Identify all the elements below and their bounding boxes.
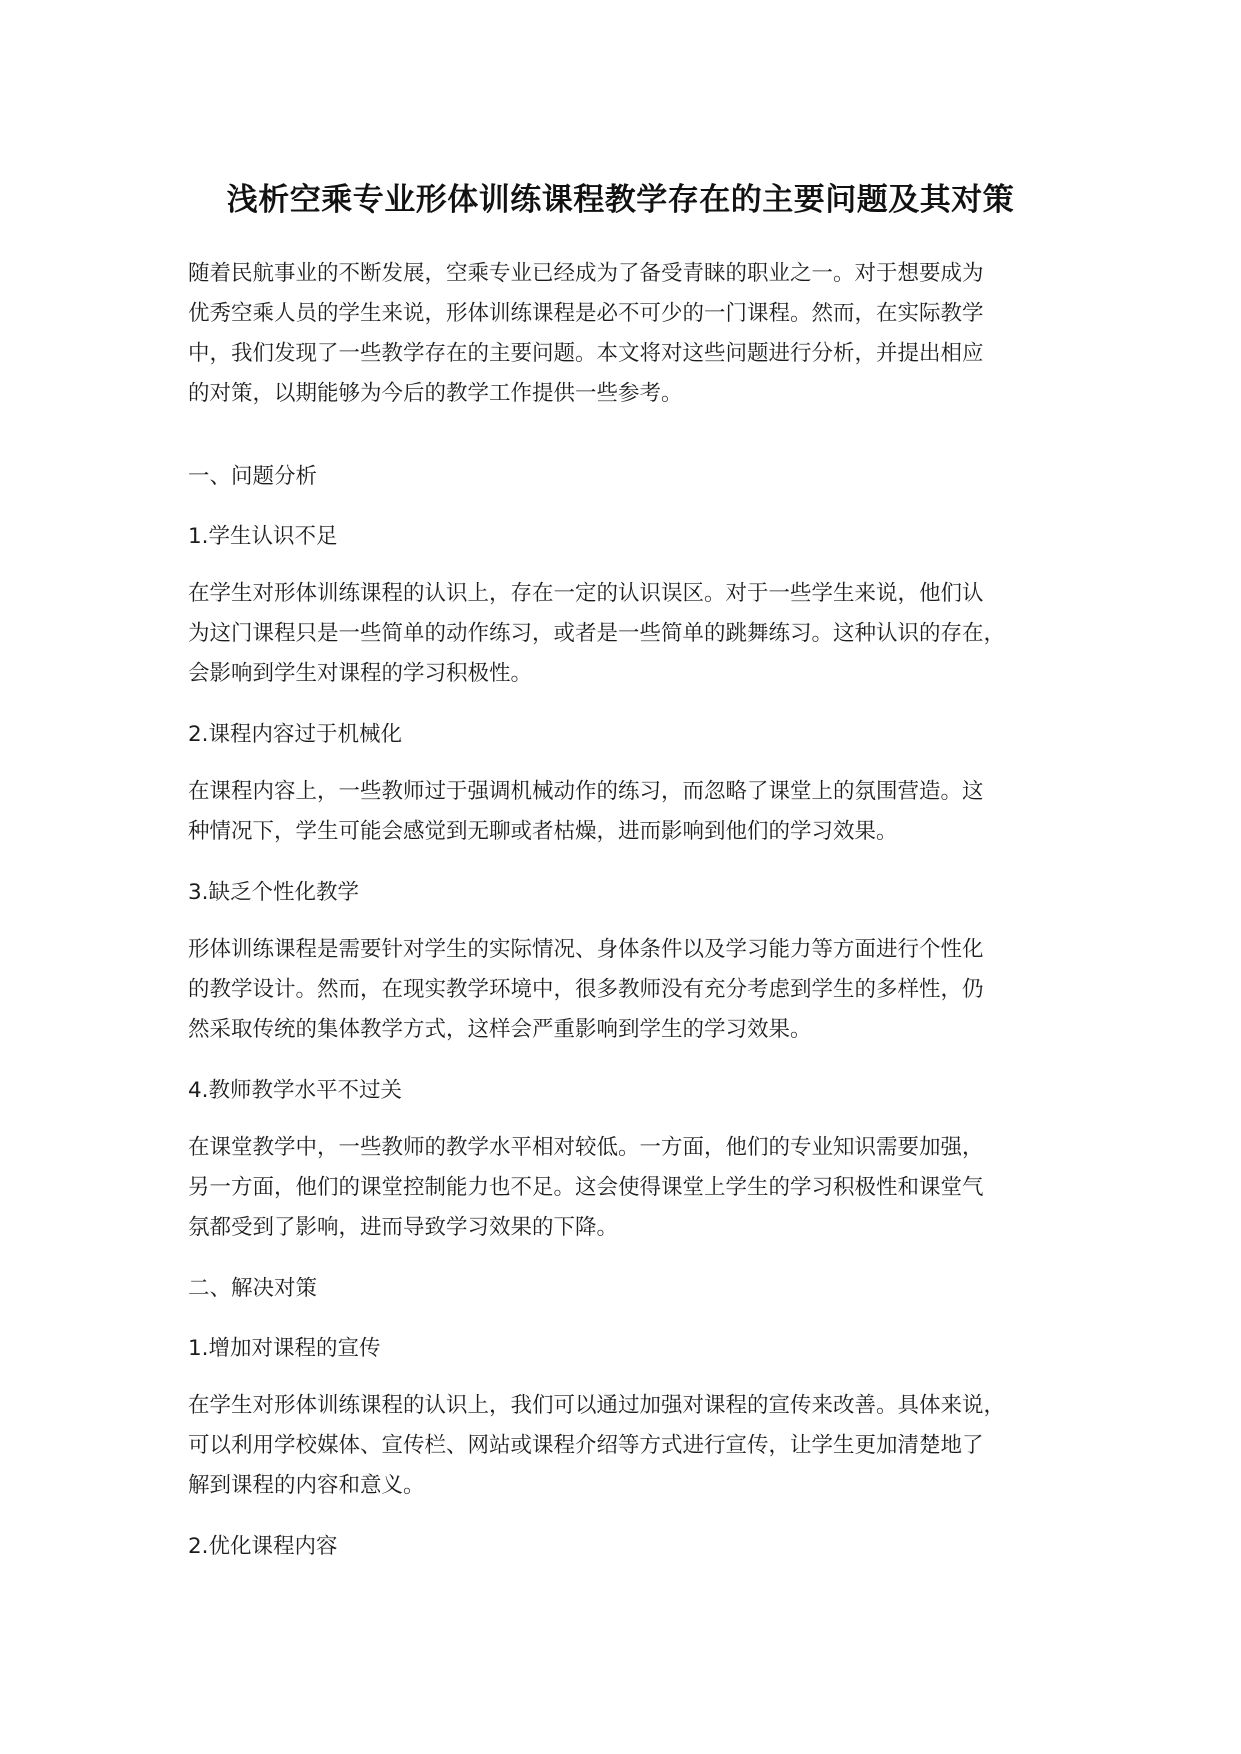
paragraph-line: 解到课程的内容和意义。 — [188, 1473, 425, 1498]
paragraph-line: 会影响到学生对课程的学习积极性。 — [188, 661, 533, 686]
paragraph-line: 氛都受到了影响，进而导致学习效果的下降。 — [188, 1215, 619, 1240]
paragraph-line: 在课堂教学中，一些教师的教学水平相对较低。一方面，他们的专业知识需要加强， — [188, 1135, 984, 1160]
paragraph-line: 种情况下，学生可能会感觉到无聊或者枯燥，进而影响到他们的学习效果。 — [188, 819, 898, 844]
paragraph-line: 另一方面，他们的课堂控制能力也不足。这会使得课堂上学生的学习积极性和课堂气 — [188, 1175, 984, 1200]
paragraph-line: 在学生对形体训练课程的认识上，我们可以通过加强对课程的宣传来改善。具体来说， — [188, 1393, 1006, 1418]
paragraph-line: 形体训练课程是需要针对学生的实际情况、身体条件以及学习能力等方面进行个性化 — [188, 937, 984, 962]
subheading-student-awareness: 1.学生认识不足 — [188, 524, 338, 549]
section-heading-problem-analysis: 一、问题分析 — [188, 464, 318, 489]
subheading-personalized-teaching: 3.缺乏个性化教学 — [188, 880, 360, 905]
paragraph-line: 的教学设计。然而，在现实教学环境中，很多教师没有充分考虑到学生的多样性，仍 — [188, 977, 984, 1002]
paragraph-line: 在学生对形体训练课程的认识上，存在一定的认识误区。对于一些学生来说，他们认 — [188, 581, 984, 606]
paragraph-line: 中，我们发现了一些教学存在的主要问题。本文将对这些问题进行分析，并提出相应 — [188, 341, 984, 366]
paragraph-personalized-teaching — [188, 930, 1078, 1050]
document-title: 浅析空乘专业形体训练课程教学存在的主要问题及其对策 — [226, 182, 1015, 218]
paragraph-teacher-level — [188, 1128, 1078, 1248]
paragraph-course-promotion — [188, 1386, 1078, 1506]
subheading-course-promotion: 1.增加对课程的宣传 — [188, 1336, 381, 1361]
paragraph-line: 在课程内容上，一些教师过于强调机械动作的练习，而忽略了课堂上的氛围营造。这 — [188, 779, 984, 804]
paragraph-student-awareness — [188, 574, 1078, 694]
intro-paragraph — [188, 254, 1078, 414]
subheading-mechanical-content: 2.课程内容过于机械化 — [188, 722, 403, 747]
subheading-teacher-level: 4.教师教学水平不过关 — [188, 1078, 403, 1103]
subheading-optimize-content: 2.优化课程内容 — [188, 1534, 338, 1559]
section-heading-solutions: 二、解决对策 — [188, 1276, 318, 1301]
paragraph-line: 可以利用学校媒体、宣传栏、网站或课程介绍等方式进行宣传，让学生更加清楚地了 — [188, 1433, 984, 1458]
paragraph-line: 优秀空乘人员的学生来说，形体训练课程是必不可少的一门课程。然而，在实际教学 — [188, 301, 984, 326]
paragraph-line: 然采取传统的集体教学方式，这样会严重影响到学生的学习效果。 — [188, 1017, 812, 1042]
paragraph-line: 为这门课程只是一些简单的动作练习，或者是一些简单的跳舞练习。这种认识的存在， — [188, 621, 1006, 646]
paragraph-mechanical-content — [188, 772, 1078, 852]
paragraph-line: 的对策，以期能够为今后的教学工作提供一些参考。 — [188, 381, 683, 406]
paragraph-line: 随着民航事业的不断发展，空乘专业已经成为了备受青睐的职业之一。对于想要成为 — [188, 261, 984, 286]
